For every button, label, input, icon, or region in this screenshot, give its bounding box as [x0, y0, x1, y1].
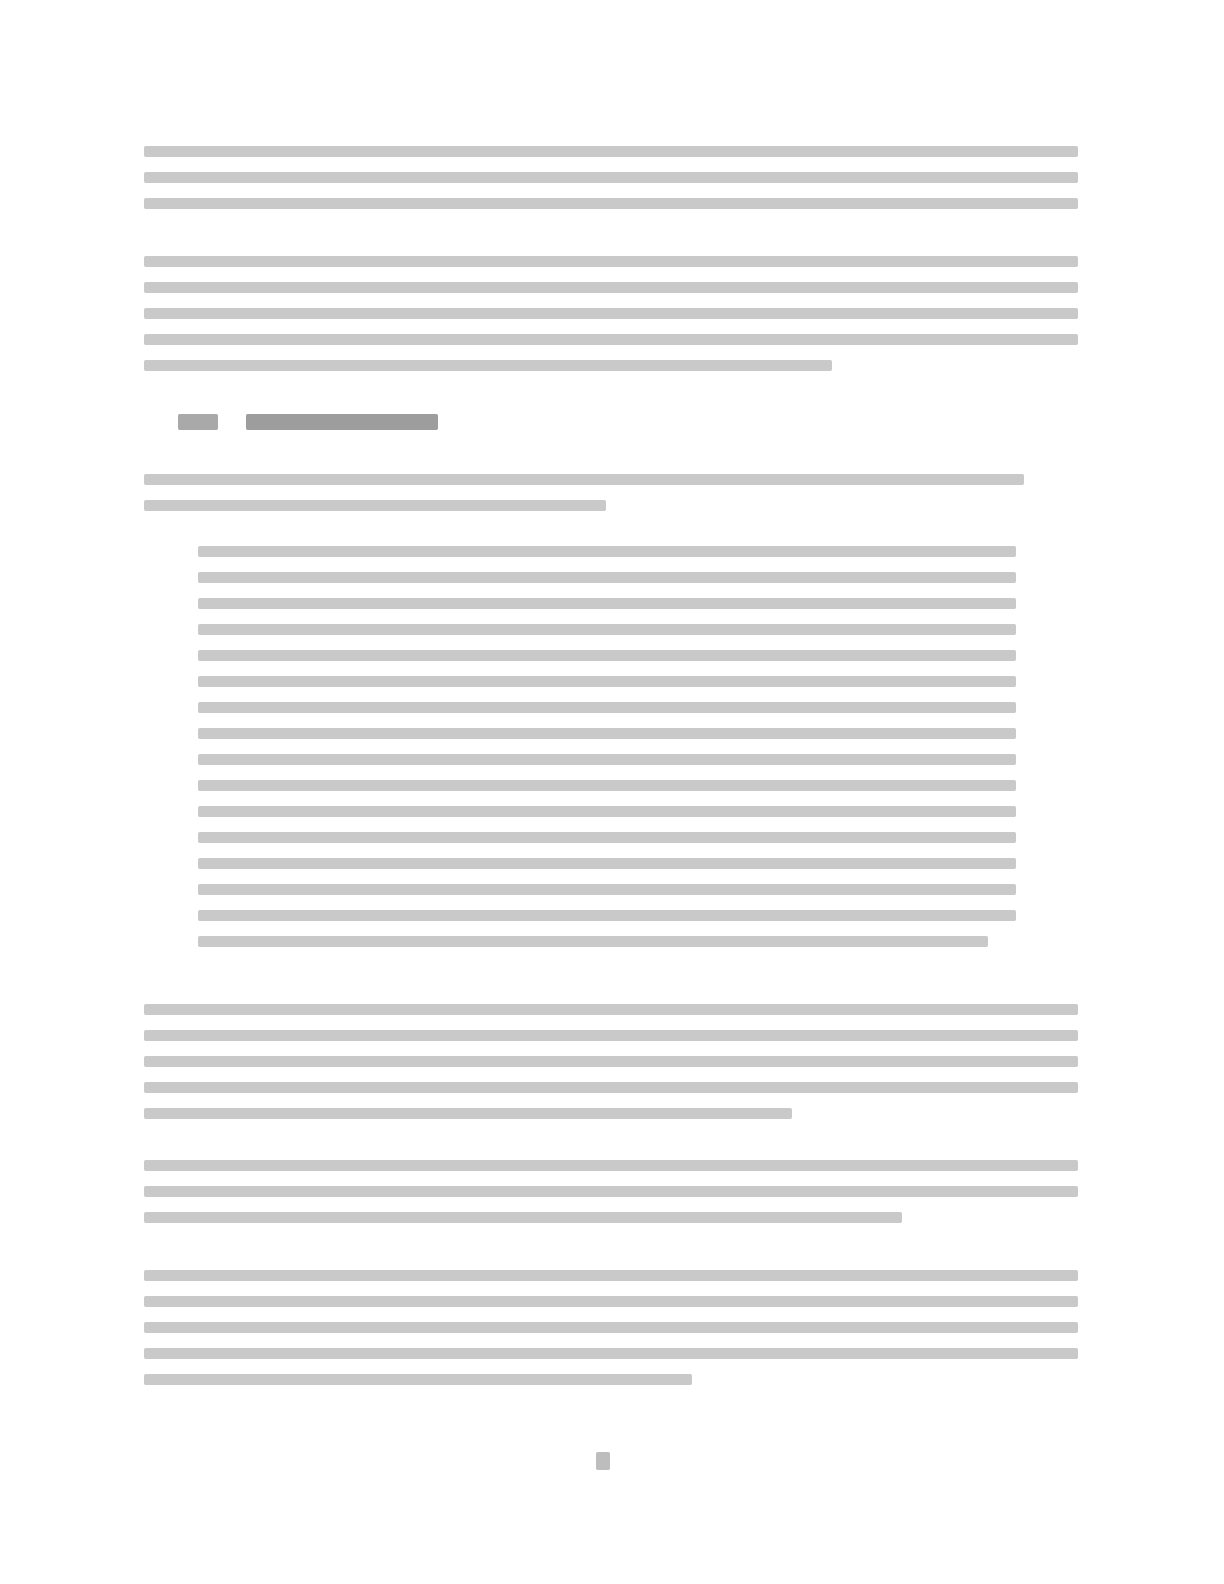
- paragraph-2: [144, 256, 1078, 371]
- section-number: [178, 414, 218, 430]
- paragraph-3: [144, 474, 1078, 511]
- section-heading: [246, 414, 438, 430]
- block-quote: [198, 546, 1016, 947]
- paragraph-4: [144, 1004, 1078, 1119]
- paragraph-5: [144, 1160, 1078, 1223]
- paragraph-6: [144, 1270, 1078, 1385]
- page-number: [596, 1452, 610, 1470]
- paragraph-1: [144, 146, 1078, 209]
